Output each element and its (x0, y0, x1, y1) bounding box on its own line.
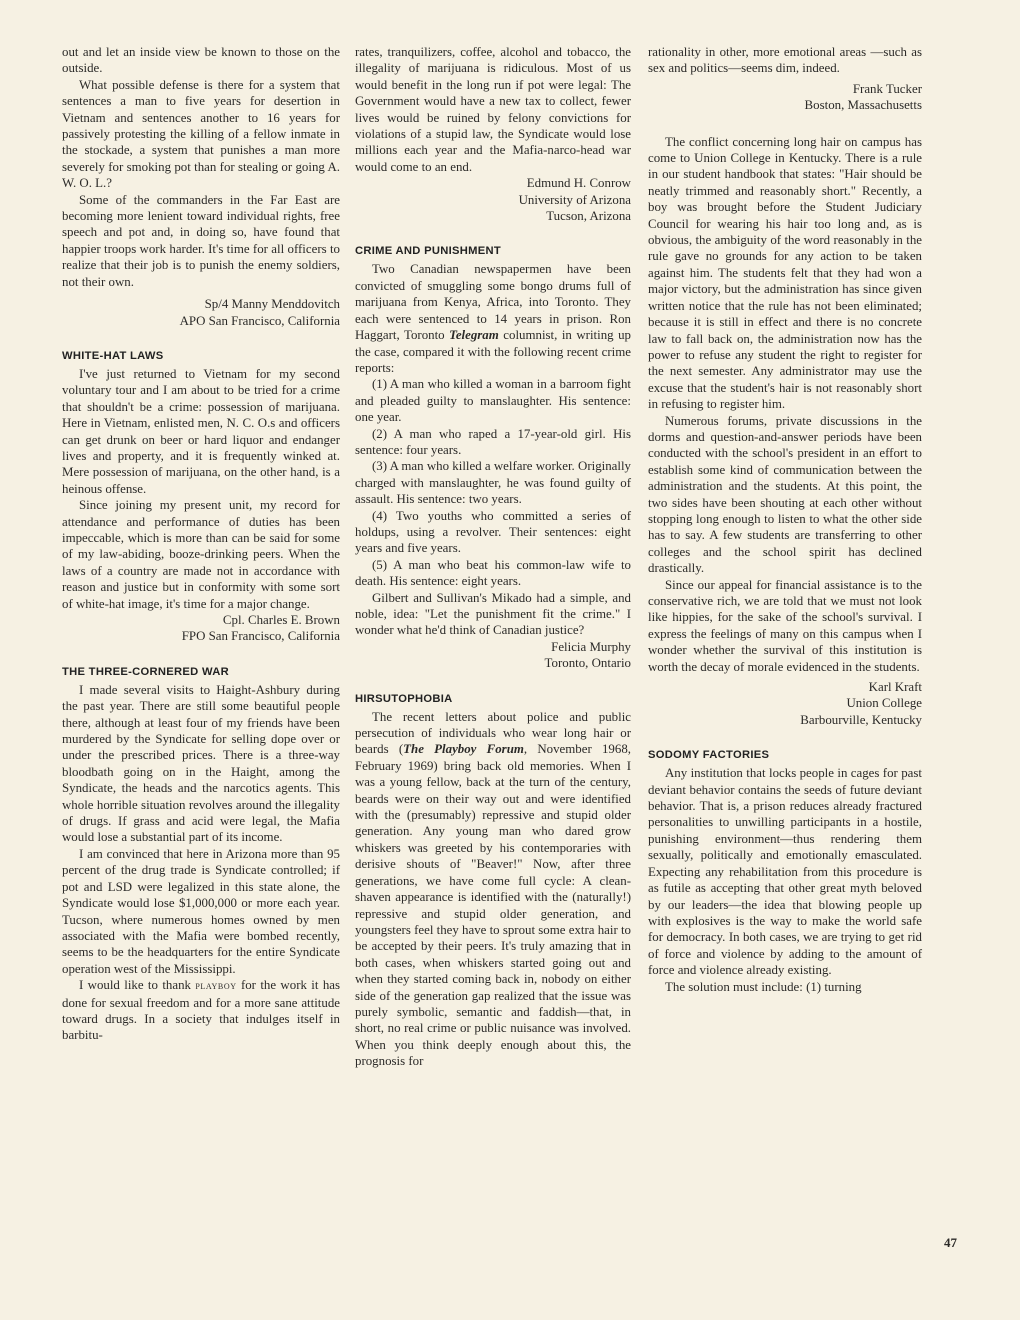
paragraph: rationality in other, more emotional areas —such as sex and politics—seems dim, indeed. (648, 45, 922, 76)
paragraph: rates, tranquilizers, coffee, alcohol and tobacco, the illegality of marijuana is ridiculous. Most of us would benefit in the long run if pot were legal: The Government would have a new tax to collect, fewer lives would be ruined by felony convictions for violations of a stupid law, the Syndicate would lose millions each year and the Mafia-narco-head war would come to an end. (355, 45, 631, 174)
paragraph: I've just returned to Vietnam for my second voluntary tour and I am about to be tried for a crime that shouldn't be a crime: possession of marijuana. Here in Vietnam, enlisted men, N. C. O.s and officers can get drunk on beer or hard liquor and endanger lives and property, and it is frequently winked at. Mere possession of marijuana, on the other hand, is a heinous offense. (62, 366, 340, 496)
signature (355, 175, 631, 224)
paragraph: (2) A man who raped a 17-year-old girl. His sentence: four years. (355, 426, 631, 457)
signature (62, 296, 340, 329)
paragraph: (4) Two youths who committed a series of holdups, using a revolver. Their sentences: eight years and five years. (355, 508, 631, 556)
section-heading: SODOMY FACTORIES (648, 749, 770, 762)
signature (648, 679, 922, 728)
signature-name: Felicia Murphy (551, 639, 631, 654)
text-run: columnist, in writing up the case, compared it with the following recent crime reports: (355, 328, 631, 375)
page-number: 47 (944, 1235, 957, 1250)
paragraph: Numerous forums, private discussions in the dorms and question-and-answer periods have been conducted with the school's president in an effort to establish some kind of communication between the administration and the students. At this point, the two sides have been shouting at each other without stopping long enough to listen to what the other side has to say. A few students are transferring to other colleges and the school spirit has declined drastically. (648, 413, 922, 576)
paragraph: out and let an inside view be known to those on the outside. (62, 45, 340, 76)
signature-org: Union College (846, 696, 922, 711)
signature-name: Cpl. Charles E. Brown (222, 613, 340, 627)
publication-name: Telegram (449, 328, 499, 343)
text-run: I would like to thank (79, 978, 196, 993)
signature (355, 639, 631, 672)
paragraph: Since joining my present unit, my record for attendance and performance of duties has been impeccable, which is more than can be said for some of my law-abiding, booze-drinking peers. When the laws of a country are made not in accordance with reason and justice but in conformity with some sort of white-hat image, it's time for a major change. (62, 498, 340, 611)
paragraph (355, 261, 631, 376)
paragraph: (3) A man who killed a welfare worker. Originally charged with manslaughter, he was found guilty of assault. His sentence: two years. (355, 459, 631, 507)
signature-place: Boston, Massachusetts (804, 98, 922, 113)
section-heading: CRIME AND PUNISHMENT (355, 245, 502, 258)
paragraph: (1) A man who killed a woman in a barroom fight and pleaded guilty to manslaughter. His sentence: one year. (355, 377, 631, 425)
section-heading: WHITE-HAT LAWS (62, 349, 164, 362)
paragraph: Since our appeal for financial assistance is to the conservative rich, we are told that we must not look like hippies, for the sake of the school's survival. I express the feelings of many on this campus when I wonder whether the survival of this institution is worth the decay of morale evidenced in the students. (648, 577, 922, 674)
signature (648, 81, 922, 114)
paragraph: I am convinced that here in Arizona more than 95 percent of the drug trade is Syndicate controlled; if pot and LSD were legalized in this state alone, the Syndicate would lose $1,000,000 or more each year. Tucson, where numerous homes owned by men associated with the Mafia were bombed recently, seems to be the headquarters for the entire Syndicate operation west of the Mississippi. (62, 846, 340, 976)
magazine-name: playboy (195, 980, 237, 993)
signature-place: APO San Francisco, California (179, 313, 340, 328)
signature-place: FPO San Francisco, California (181, 629, 340, 644)
signature-name: Edmund H. Conrow (526, 176, 631, 191)
text-run: The recent letters about police and public persecution of individuals who wear long hair or beards ( (355, 709, 631, 757)
text-run: , November 1968, February 1969) bring back old memories. When I was a young fellow, back at the turn of the century, beards were on their way out and were identified with the (presumably) repressive and stupid older generation. Any young man who dared grow whiskers was greeted by his contemporaries with derisive shouts of "Beaver!" Now, after three generations, we have come full cycle: A clean-shaven appearance is identified with the (naturally!) repressive and stupid older generation, and youngsters feel they have to sprout some extra hair to be accepted by their peers. It's truly amazing that in both cases, when whiskers started going out and when they started coming back in, nobody on either side of the generation gap realized that the issue was purely symbolic, semantic and faddish—that, in short, no real crime or public nuisance was involved. When you think deeply enough about this, the prognosis for (355, 742, 631, 1069)
paragraph (62, 977, 340, 1044)
section-heading: THE THREE-CORNERED WAR (62, 665, 229, 678)
paragraph: (5) A man who beat his common-law wife to death. His sentence: eight years. (355, 557, 631, 589)
column-3 (648, 44, 922, 995)
paragraph: The conflict concerning long hair on campus has come to Union College in Kentucky. There is a rule in our student handbook that states: "Hair should be neatly trimmed and reasonably short." Recently, a boy was brought before the Student Judiciary Council for wearing his hair too long and, as is obvious, the ambiguity of the word reasonably in the rule gave no grounds for any action to be taken against him. The students felt that they had won a major victory, but the administration has since given written notice that the rule has not been eliminated; because it is still in effect and there is no concrete law to fall back on, the administration now has the power to refuse any student the right to register for the next semester. Any administrator may use the excuse that the student's hair is not reasonably short in refusing to register him. (648, 134, 922, 412)
signature-name: Sp/4 Manny Menddovitch (204, 297, 340, 312)
signature-name: Karl Kraft (868, 680, 922, 695)
paragraph (355, 709, 631, 1070)
publication-name: The Playboy Forum (403, 742, 524, 757)
signature-place: Barbourville, Kentucky (800, 712, 922, 727)
paragraph: I made several visits to Haight-Ashbury during the past year. There are still some beautiful people there, although at least four of my friends have been murdered by the Syndicate for selling dope over or under the prescribed prices. There is a three-way bloodbath going on in the Haight, among the Syndicate, the heads and the narcotics agents. This whole horrible situation revolves around the illegality of drugs. If grass and acid were legal, the Mafia would lose a substantial part of its income. (62, 682, 340, 845)
column-2 (355, 44, 631, 1070)
signature-place: Toronto, Ontario (544, 656, 631, 671)
signature-place: Tucson, Arizona (546, 209, 631, 224)
text-run: Two Canadian newspapermen have been convicted of smuggling some bongo drums full of marijuana from Kenya, Africa, into Toronto. They each were sentenced to 14 years in prison. Ron Haggart, Toronto (355, 262, 631, 343)
signature-name: Frank Tucker (852, 81, 922, 96)
paragraph: Any institution that locks people in cages for past deviant behavior contains the seeds of future deviant behavior. That is, a prison reduces already fractured personalities to unwilling participants in a hostile, punishing environment—thus rendering them sexually, politically and emotionally emasculated. Expecting any rehabilitation from this procedure is as futile as accepting that other great myth beloved by our leaders—the idea that blowing people up with explosives is the way to make the world safe for democracy. In both cases, we are trying to get rid of force and violence by adding to the amount of force and violence already existing. (648, 766, 922, 978)
paragraph: The solution must include: (1) turning (665, 979, 862, 994)
signature (62, 612, 340, 645)
column-1 (62, 44, 340, 1044)
paragraph: What possible defense is there for a system that sentences a man to five years for desertion in Vietnam and sentences another to 16 years for passively protesting the killing of a fellow inmate in the stockade, a system that punishes a man more severely for smoking pot than for stealing or going A. W. O. L.? (62, 77, 340, 191)
paragraph: Some of the commanders in the Far East are becoming more lenient toward individual rights, free speech and pot and, in doing so, have found that happier troops work harder. It's time for all officers to realize that their job is to punish the enemy soldiers, not their own. (62, 192, 340, 289)
section-heading: HIRSUTOPHOBIA (355, 692, 453, 705)
text-run: for the work it has done for sexual freedom and for a more sane attitude toward drugs. In a society that indulges itself in barbitu- (62, 978, 340, 1043)
paragraph: Gilbert and Sullivan's Mikado had a simple, and noble, idea: "Let the punishment fit the crime." I wonder what he'd think of Canadian justice? (355, 590, 631, 638)
signature-org: University of Arizona (518, 192, 631, 207)
